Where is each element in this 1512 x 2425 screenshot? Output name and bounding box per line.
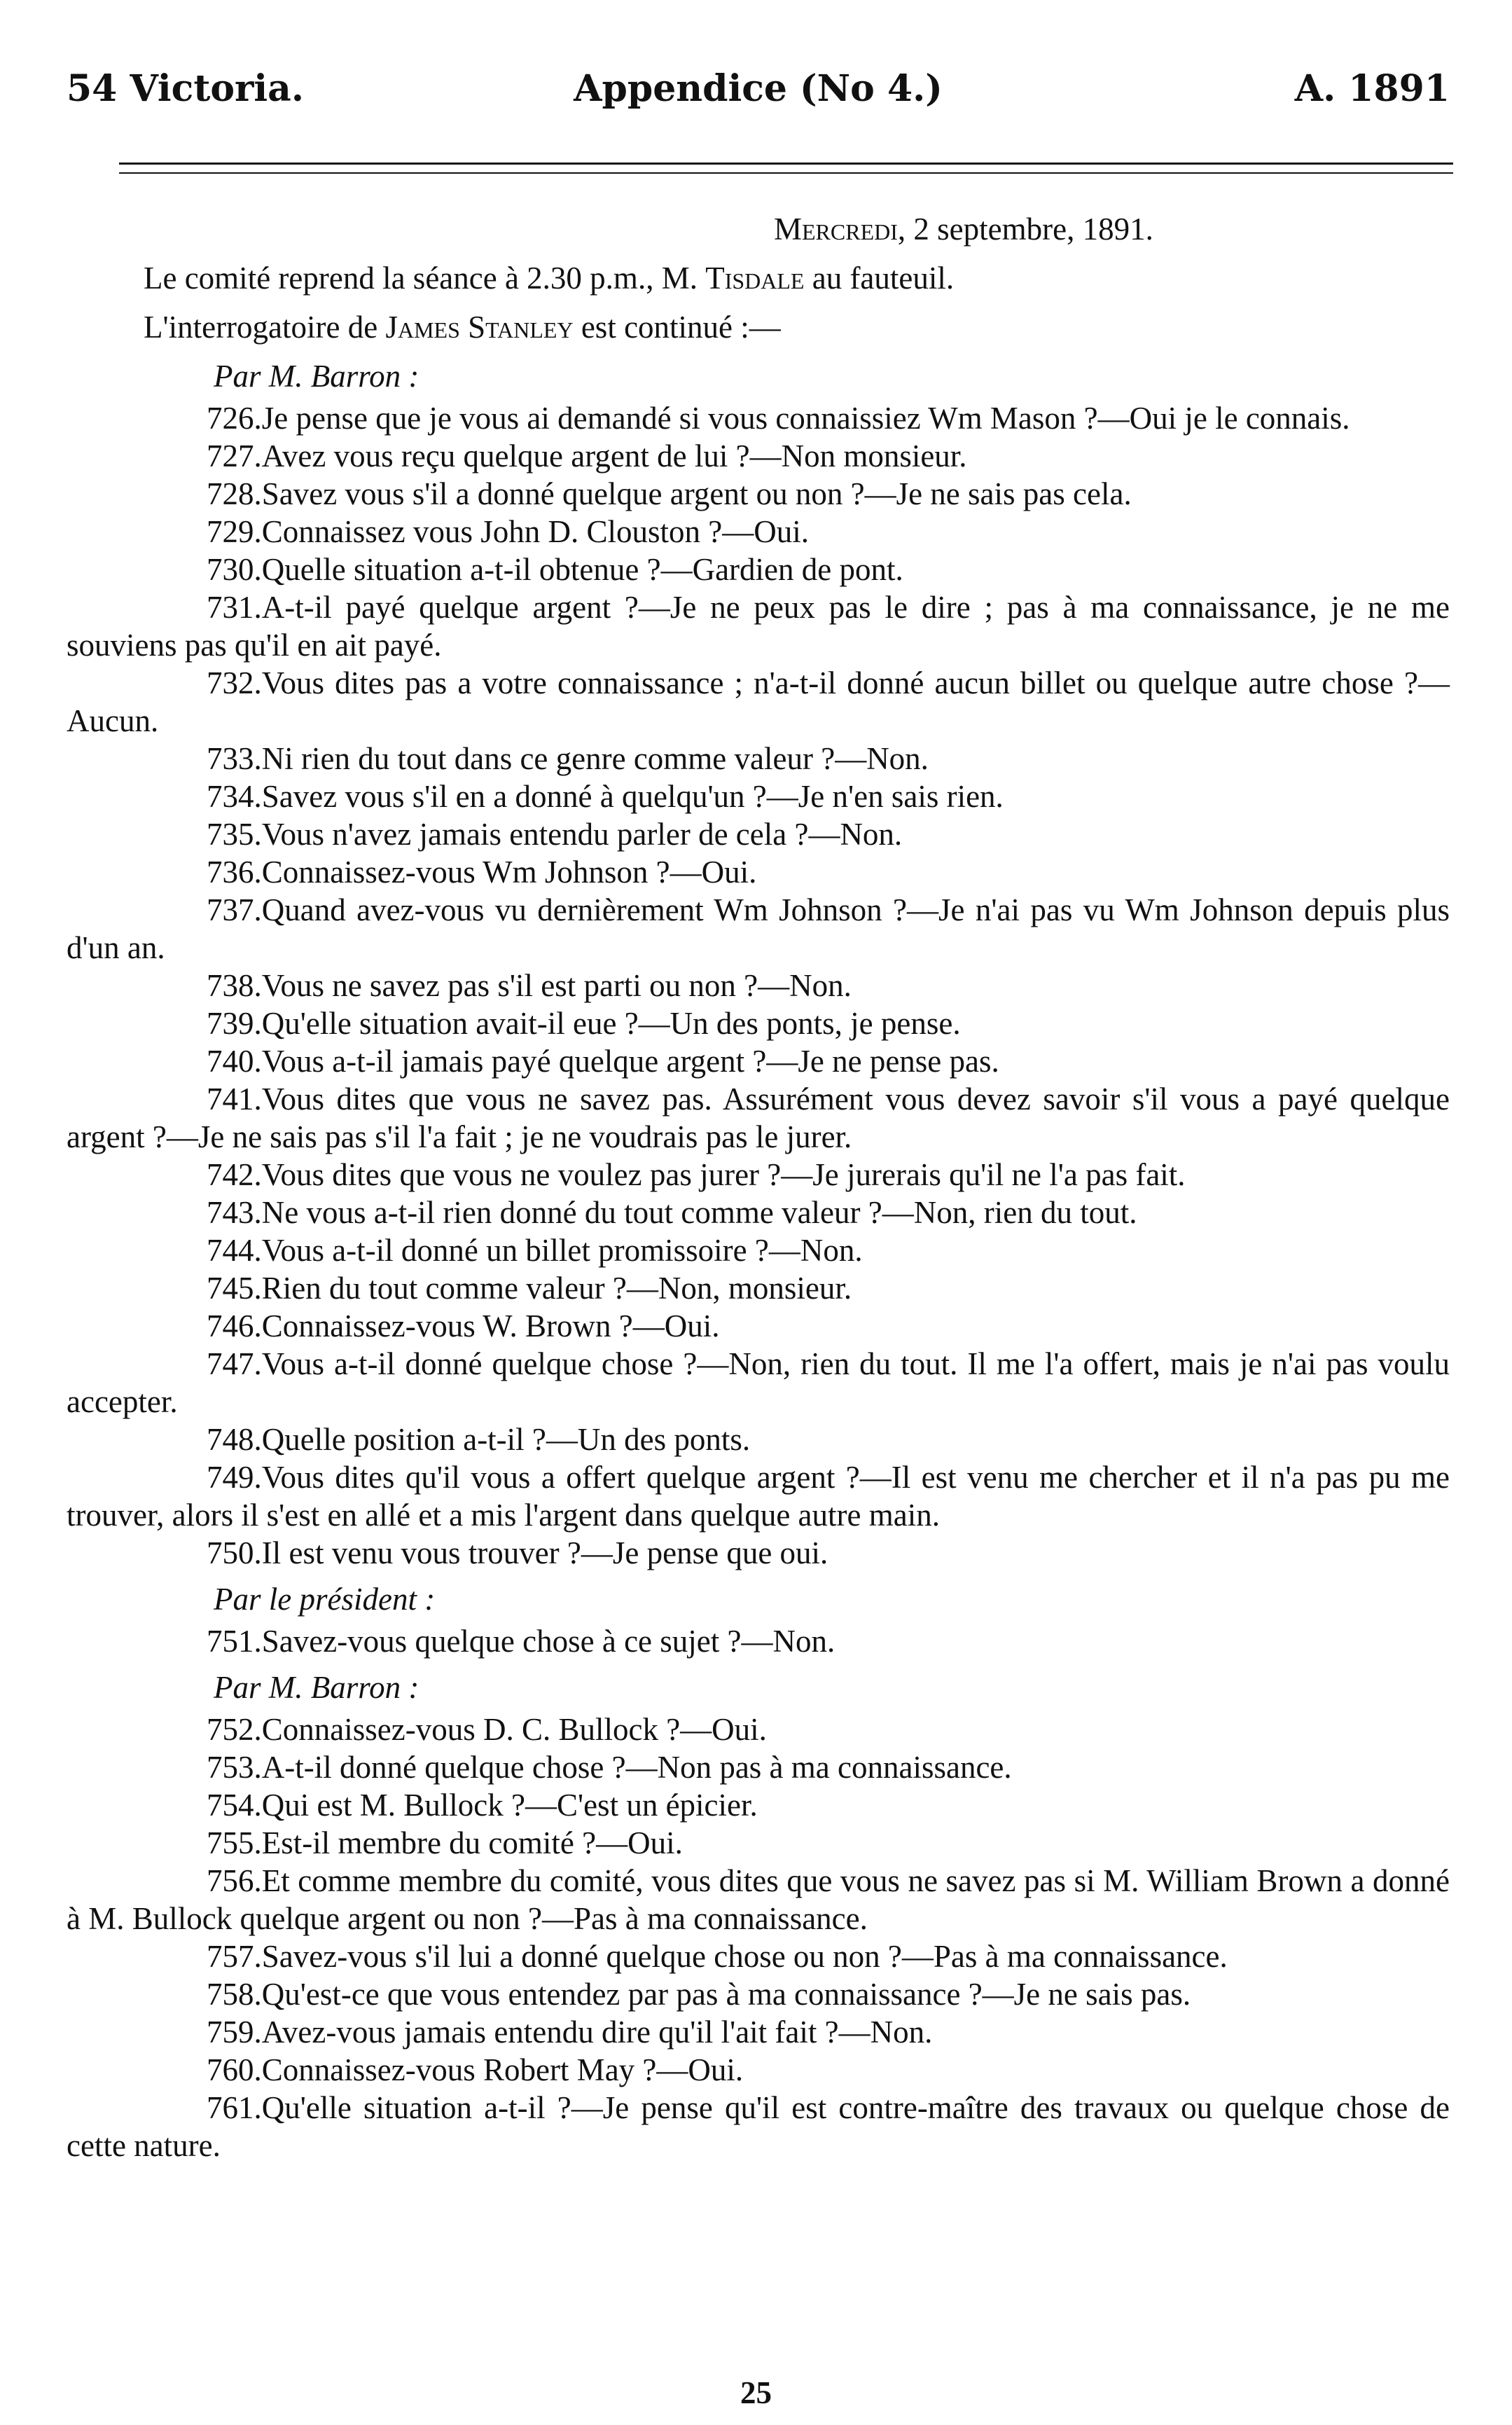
question-number: 731. [207,590,262,625]
question-answer [67,1937,1450,1975]
question-number: 726. [207,401,262,436]
question-number: 755. [207,1825,262,1860]
question-answer [67,588,1450,664]
question-number: 750. [207,1535,262,1570]
intro-text: L'interrogatoire de [144,310,386,345]
question-number: 748. [207,1422,262,1457]
question-text: Savez vous s'il a donné quelque argent ou non ?—Je ne sais pas cela. [261,476,1132,511]
question-answer [67,853,1450,891]
question-number: 760. [207,2052,262,2087]
header-rule-top [119,163,1453,165]
question-answer [67,1231,1450,1269]
question-answer [67,1824,1450,1862]
dateline-date: , 2 septembre, 1891. [897,212,1153,247]
question-text: Vous n'avez jamais entendu parler de cela ?—Non. [261,817,903,852]
question-text: Qu'elle situation avait-il eue ?—Un des ponts, je pense. [261,1006,961,1041]
question-answer [67,1269,1450,1307]
question-number: 736. [207,855,262,890]
question-text: Qu'elle situation a-t-il ?—Je pense qu'il est contre-maître des travaux ou quelque chose de cette nature. [67,2090,1450,2163]
question-answer [67,1534,1450,1572]
question-text: Vous dites qu'il vous a offert quelque argent ?—Il est venu me chercher et il n'a pas pu me trouver, alors il s'est en allé et a mis l'argent dans quelque autre main. [67,1460,1450,1533]
question-answer [67,437,1450,475]
intro-line-2 [67,308,1450,346]
question-number: 737. [207,892,262,927]
dateline [67,210,1450,248]
question-number: 758. [207,1977,262,2012]
question-answer [67,513,1450,551]
question-text: Ne vous a-t-il rien donné du tout comme valeur ?—Non, rien du tout. [261,1195,1137,1230]
question-number: 751. [207,1624,262,1659]
question-answer [67,740,1450,778]
question-answer [67,1786,1450,1824]
question-answer [67,1622,1450,1660]
question-answer [67,475,1450,513]
question-number: 734. [207,779,262,814]
intro-text: au fauteuil. [804,261,955,296]
question-answer [67,815,1450,853]
question-answer [67,1975,1450,2013]
question-text: Savez vous s'il en a donné à quelqu'un ?—Je n'en sais rien. [261,779,1004,814]
question-answer [67,778,1450,815]
chairman-name: Tisdale [705,261,805,296]
question-text: Vous dites pas a votre connaissance ; n'a-t-il donné aucun billet ou quelque autre chose ?—Aucun. [67,665,1450,738]
question-number: 739. [207,1006,262,1041]
question-text: Qu'est-ce que vous entendez par pas à ma connaissance ?—Je ne sais pas. [261,1977,1191,2012]
question-text: Savez-vous quelque chose à ce sujet ?—Non. [261,1624,835,1659]
question-text: Vous a-t-il jamais payé quelque argent ?—Je ne pense pas. [261,1044,999,1079]
intro-text: est continué :— [573,310,781,345]
question-answer [67,1004,1450,1042]
question-answer [67,1862,1450,1937]
question-number: 738. [207,968,262,1003]
examiner-heading: Par le président : [214,1582,436,1617]
question-text: Vous a-t-il donné quelque chose ?—Non, rien du tout. Il me l'a offert, mais je n'ai pas voulu accepter. [67,1346,1450,1419]
question-text: Avez vous reçu quelque argent de lui ?—Non monsieur. [261,438,967,474]
question-text: Rien du tout comme valeur ?—Non, monsieur. [261,1271,852,1306]
question-text: Il est venu vous trouver ?—Je pense que oui. [261,1535,828,1570]
header-center: Appendice (No 4.) [574,67,943,110]
question-number: 746. [207,1308,262,1343]
question-number: 742. [207,1157,262,1192]
question-text: Avez-vous jamais entendu dire qu'il l'ait fait ?—Non. [261,2015,933,2050]
document-body [67,210,1450,2164]
question-text: Vous dites que vous ne savez pas. Assurément vous devez savoir s'il vous a payé quelque argent ?—Je ne sais pas s'il l'a fait ; je ne voudrais pas le jurer. [67,1082,1450,1154]
question-number: 728. [207,476,262,511]
question-answer [67,1711,1450,1748]
question-answer [67,1421,1450,1458]
question-answer [67,1307,1450,1345]
witness-name: James Stanley [385,310,574,345]
question-text: Et comme membre du comité, vous dites que vous ne savez pas si M. William Brown a donné à M. Bullock quelque argent ou non ?—Pas à ma connaissance. [67,1863,1450,1936]
question-number: 754. [207,1788,262,1823]
question-text: Connaissez-vous Wm Johnson ?—Oui. [261,855,757,890]
question-answer [67,2013,1450,2051]
question-text: Connaissez-vous D. C. Bullock ?—Oui. [261,1712,767,1747]
question-answer [67,1345,1450,1421]
question-number: 753. [207,1750,262,1785]
intro-line-1 [67,259,1450,297]
question-text: Je pense que je vous ai demandé si vous connaissiez Wm Mason ?—Oui je le connais. [261,401,1350,436]
question-number: 759. [207,2015,262,2050]
question-answer [67,1458,1450,1534]
header-left: 54 Victoria. [67,67,304,110]
question-answer [67,551,1450,588]
question-number: 729. [207,514,262,549]
question-answer [67,1042,1450,1080]
question-number: 730. [207,552,262,587]
question-number: 756. [207,1863,262,1898]
question-text: A-t-il payé quelque argent ?—Je ne peux pas le dire ; pas à ma connaissance, je ne me souviens pas qu'il en ait payé. [67,590,1450,663]
running-head [67,67,1450,130]
dateline-day: Mercredi [774,212,898,247]
question-answer [67,1748,1450,1786]
page-number: 25 [740,2375,772,2410]
question-number: 743. [207,1195,262,1230]
question-text: A-t-il donné quelque chose ?—Non pas à ma connaissance. [261,1750,1012,1785]
question-number: 745. [207,1271,262,1306]
examiner-heading: Par M. Barron : [214,1670,419,1705]
question-answer [67,1156,1450,1194]
question-number: 757. [207,1939,262,1974]
question-answer [67,967,1450,1004]
question-text: Quelle position a-t-il ?—Un des ponts. [261,1422,751,1457]
question-text: Vous a-t-il donné un billet promissoire ?—Non. [261,1233,863,1268]
header-right: A. 1891 [1294,67,1450,110]
question-answer [67,891,1450,967]
question-answer [67,1080,1450,1156]
question-answer [67,664,1450,740]
question-number: 741. [207,1082,262,1117]
question-text: Quand avez-vous vu dernièrement Wm Johnson ?—Je n'ai pas vu Wm Johnson depuis plus d'un an. [67,892,1450,965]
question-text: Est-il membre du comité ?—Oui. [261,1825,683,1860]
question-number: 761. [207,2090,262,2125]
question-text: Connaissez-vous Robert May ?—Oui. [261,2052,744,2087]
question-text: Connaissez vous John D. Clouston ?—Oui. [261,514,809,549]
question-text: Vous dites que vous ne voulez pas jurer ?—Je jurerais qu'il ne l'a pas fait. [261,1157,1186,1192]
intro-text: Le comité reprend la séance à 2.30 p.m., M. [144,261,706,296]
question-answer [67,2089,1450,2164]
header-rule-bottom [119,172,1453,174]
question-text: Vous ne savez pas s'il est parti ou non ?—Non. [261,968,852,1003]
question-text: Ni rien du tout dans ce genre comme valeur ?—Non. [261,741,929,776]
question-number: 747. [207,1346,262,1381]
question-number: 732. [207,665,262,700]
examiner-heading: Par M. Barron : [214,359,419,394]
question-answer [67,399,1450,437]
question-number: 744. [207,1233,262,1268]
question-text: Qui est M. Bullock ?—C'est un épicier. [261,1788,758,1823]
question-number: 735. [207,817,262,852]
question-number: 740. [207,1044,262,1079]
question-number: 749. [207,1460,262,1495]
question-text: Quelle situation a-t-il obtenue ?—Gardien de pont. [261,552,903,587]
question-number: 727. [207,438,262,474]
question-text: Connaissez-vous W. Brown ?—Oui. [261,1308,720,1343]
testimony [67,357,1450,2164]
question-answer [67,1194,1450,1231]
question-text: Savez-vous s'il lui a donné quelque chose ou non ?—Pas à ma connaissance. [261,1939,1228,1974]
question-number: 752. [207,1712,262,1747]
question-number: 733. [207,741,262,776]
question-answer [67,2051,1450,2089]
